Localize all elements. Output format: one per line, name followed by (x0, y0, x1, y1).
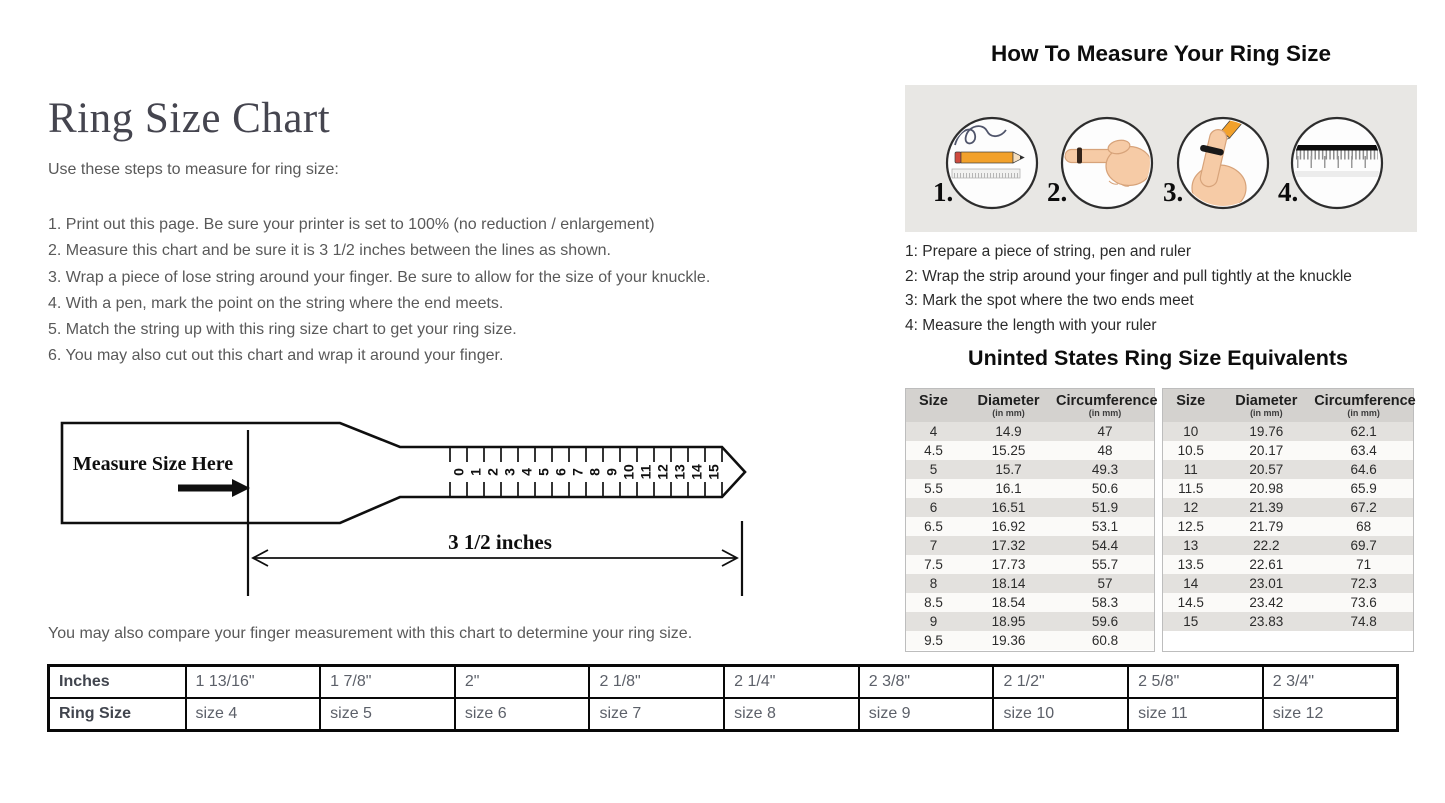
table-cell: 11.5 (1178, 481, 1204, 496)
table-cell: 15.25 (991, 443, 1026, 458)
table-cell: 4 (929, 424, 938, 439)
step-item: 3. Wrap a piece of lose string around your finger. Be sure to allow for the size of your knuckle. (48, 268, 711, 286)
table-cell: 72.3 (1350, 576, 1377, 591)
table-row (1163, 460, 1413, 479)
table-cell: 20.57 (1249, 462, 1284, 477)
step-item: 2: Wrap the strip around your finger and pull tightly at the knuckle (905, 267, 1352, 285)
table-cell: size 11 (1128, 698, 1263, 731)
step-item: 6. You may also cut out this chart and wrap it around your finger. (48, 347, 504, 365)
table-row (1163, 498, 1413, 517)
us-size-table-left (905, 388, 1158, 652)
table-row (1163, 574, 1413, 593)
col-unit: (in mm) (1250, 408, 1283, 418)
table-cell: 14.9 (995, 424, 1022, 439)
table-cell: 2 3/8" (859, 666, 994, 699)
table-cell: 17.73 (991, 557, 1026, 572)
ruler-tick-number: 11 (637, 464, 654, 480)
ruler-tick-number: 3 (501, 468, 518, 476)
ruler-tick-number: 9 (603, 468, 620, 476)
equivalents-title: Uninted States Ring Size Equivalents (968, 346, 1348, 370)
ruler-tick-number: 12 (654, 464, 671, 480)
step-item: 4. With a pen, mark the point on the string where the end meets. (48, 294, 504, 312)
table-cell: 19.76 (1249, 424, 1284, 439)
col-unit: (in mm) (992, 408, 1025, 418)
table-cell: 62.1 (1350, 424, 1377, 439)
measure-here-label: Measure Size Here (72, 453, 234, 475)
dimension-label: 3 1/2 inches (448, 530, 552, 554)
table-cell: 65.9 (1350, 481, 1377, 496)
table-cell: 18.14 (991, 576, 1026, 591)
table-cell: 6.5 (924, 519, 943, 534)
step-number-3: 3. (1163, 177, 1184, 207)
table-cell: 12 (1183, 500, 1199, 515)
table-cell: 21.79 (1249, 519, 1284, 534)
table-cell: 64.6 (1350, 462, 1377, 477)
ruler-tick-number: 4 (518, 468, 535, 476)
col-unit: (in mm) (1088, 408, 1122, 418)
table-cell: 20.17 (1249, 443, 1284, 458)
table-cell: 23.42 (1249, 595, 1284, 610)
table-cell: 1 13/16" (186, 666, 321, 699)
table-row (1163, 593, 1413, 612)
table-row (906, 479, 1154, 498)
table-cell: 2 1/2" (993, 666, 1128, 699)
table-cell: 7 (929, 538, 938, 553)
table-cell: 63.4 (1350, 443, 1377, 458)
table-cell: 58.3 (1091, 595, 1119, 610)
ruler-tick-number: 14 (688, 464, 705, 480)
table-row (906, 593, 1154, 612)
table-cell: 8.5 (924, 595, 943, 610)
ring-size-row (49, 698, 1398, 731)
table-cell: 23.83 (1249, 614, 1284, 629)
table-cell: 10.5 (1177, 443, 1204, 458)
ruler-tick-number: 8 (586, 468, 603, 476)
table-cell: 17.32 (991, 538, 1026, 553)
table-cell: size 5 (320, 698, 455, 731)
table-cell: 16.51 (991, 500, 1026, 515)
table-cell: 59.6 (1091, 614, 1119, 629)
table-cell: size 8 (724, 698, 859, 731)
col-header-diameter: Diameter (1235, 393, 1298, 409)
step-item: 2. Measure this chart and be sure it is 3 1/2 inches between the lines as shown. (48, 242, 611, 260)
howto-illustration-panel (905, 85, 1417, 232)
table-cell: 51.9 (1091, 500, 1119, 515)
table-cell: 55.7 (1091, 557, 1119, 572)
ruler-tick-number: 1 (467, 468, 484, 476)
table-cell: 53.1 (1091, 519, 1119, 534)
step-item: 5. Match the string up with this ring size chart to get your ring size. (48, 321, 517, 339)
table-cell: 16.92 (991, 519, 1026, 534)
table-cell: 18.54 (991, 595, 1026, 610)
table-cell: 13 (1183, 538, 1199, 553)
table-row (906, 460, 1154, 479)
table-cell: 5 (929, 462, 938, 477)
conversion-table-wrap (47, 664, 1399, 732)
table-cell: 22.2 (1253, 538, 1280, 553)
table-cell: 4.5 (924, 443, 943, 458)
step-number-4: 4. (1278, 177, 1299, 207)
table-row (906, 536, 1154, 555)
inches-row (49, 666, 1398, 699)
table-cell: 7.5 (924, 557, 943, 572)
table-cell: 16.1 (995, 481, 1022, 496)
ruler-tick-number: 10 (620, 464, 637, 480)
step-item: 1: Prepare a piece of string, pen and ruler (905, 243, 1192, 260)
table-row (1163, 555, 1413, 574)
table-cell: 23.01 (1249, 576, 1284, 591)
step-circle-4 (1292, 118, 1382, 208)
table-cell: 10 (1183, 424, 1199, 439)
ruler-tick-number: 6 (552, 468, 569, 476)
ruler-tick-number: 5 (535, 468, 552, 476)
table-row (1163, 441, 1413, 460)
table-row (906, 498, 1154, 517)
us-table-header-row (1163, 389, 1413, 422)
table-row (906, 631, 1154, 650)
table-cell: 15 (1183, 614, 1199, 629)
inches-row-header: Inches (49, 666, 186, 699)
table-cell: 12.5 (1177, 519, 1204, 534)
table-row (1163, 422, 1413, 441)
table-cell: 9 (929, 614, 938, 629)
instruction-list (48, 212, 868, 370)
table-cell: 47 (1097, 424, 1113, 439)
table-cell: size 4 (186, 698, 321, 731)
table-row (1163, 612, 1413, 631)
step-number-1: 1. (933, 177, 954, 207)
intro-text: Use these steps to measure for ring size: (48, 161, 339, 178)
ruler-tick-number: 7 (569, 468, 586, 476)
table-cell: 2 3/4" (1263, 666, 1398, 699)
table-row (906, 612, 1154, 631)
table-cell: 14 (1183, 576, 1199, 591)
table-cell: 71 (1356, 557, 1372, 572)
table-cell: 2 1/8" (589, 666, 724, 699)
col-header-diameter: Diameter (977, 393, 1040, 409)
step-item: 1. Print out this page. Be sure your printer is set to 100% (no reduction / enlargement) (48, 216, 655, 233)
table-cell: 18.95 (991, 614, 1026, 629)
table-row (1163, 536, 1413, 555)
table-cell: 74.8 (1350, 614, 1377, 629)
table-cell: 21.39 (1249, 500, 1284, 515)
table-cell: 8 (929, 576, 938, 591)
table-cell: 14.5 (1177, 595, 1204, 610)
table-cell: 54.4 (1091, 538, 1119, 553)
table-row (906, 441, 1154, 460)
howto-title: How To Measure Your Ring Size (990, 41, 1332, 66)
compare-note: You may also compare your finger measurement with this chart to determine your ring size. (48, 625, 693, 642)
step-item: 4: Measure the length with your ruler (905, 316, 1157, 334)
col-header-circumference: Circumference (1056, 393, 1158, 409)
table-cell: 2" (455, 666, 590, 699)
table-cell: size 12 (1263, 698, 1398, 731)
step-number-2: 2. (1047, 177, 1068, 207)
ruler-tick-number: 13 (671, 464, 688, 480)
table-cell: 13.5 (1177, 557, 1204, 572)
table-cell: 2 1/4" (724, 666, 859, 699)
col-header-size: Size (1176, 393, 1206, 409)
table-cell: 19.36 (991, 633, 1026, 648)
table-cell: 1 7/8" (320, 666, 455, 699)
table-row (1163, 517, 1413, 536)
table-cell: size 9 (859, 698, 994, 731)
col-header-circumference: Circumference (1314, 393, 1416, 409)
table-cell: 22.61 (1249, 557, 1284, 572)
us-table-header-row (906, 389, 1154, 422)
table-row (906, 422, 1154, 441)
table-cell: size 6 (455, 698, 590, 731)
page-title: Ring Size Chart (48, 95, 331, 142)
table-cell: size 7 (589, 698, 724, 731)
table-cell: 68 (1356, 519, 1372, 534)
us-size-table-right (1162, 388, 1414, 652)
table-cell: 15.7 (995, 462, 1022, 477)
col-header-size: Size (918, 393, 948, 409)
table-cell: 2 5/8" (1128, 666, 1263, 699)
ruler-tick-number: 0 (450, 468, 467, 476)
table-cell: 5.5 (924, 481, 943, 496)
table-cell: 9.5 (924, 633, 943, 648)
table-row (1163, 479, 1413, 498)
ring-size-row-header: Ring Size (49, 698, 186, 731)
table-cell: 57 (1097, 576, 1113, 591)
col-unit: (in mm) (1347, 408, 1380, 418)
ruler-tick-number: 2 (484, 468, 501, 476)
table-cell: size 10 (993, 698, 1128, 731)
table-cell: 69.7 (1350, 538, 1377, 553)
step-item: 3: Mark the spot where the two ends meet (905, 292, 1194, 310)
howto-steps (905, 240, 1435, 338)
table-row (906, 517, 1154, 536)
table-cell: 6 (929, 500, 938, 515)
table-cell: 48 (1097, 443, 1113, 458)
table-cell: 67.2 (1350, 500, 1377, 515)
table-cell: 11 (1183, 462, 1198, 477)
table-row (906, 574, 1154, 593)
table-cell: 50.6 (1091, 481, 1119, 496)
ruler-tick-number: 15 (705, 464, 722, 480)
table-cell: 20.98 (1249, 481, 1284, 496)
ring-sizer-diagram (50, 413, 755, 603)
table-cell: 73.6 (1350, 595, 1377, 610)
table-cell: 60.8 (1091, 633, 1119, 648)
table-row (906, 555, 1154, 574)
conversion-table (47, 664, 1399, 732)
table-cell: 49.3 (1091, 462, 1119, 477)
